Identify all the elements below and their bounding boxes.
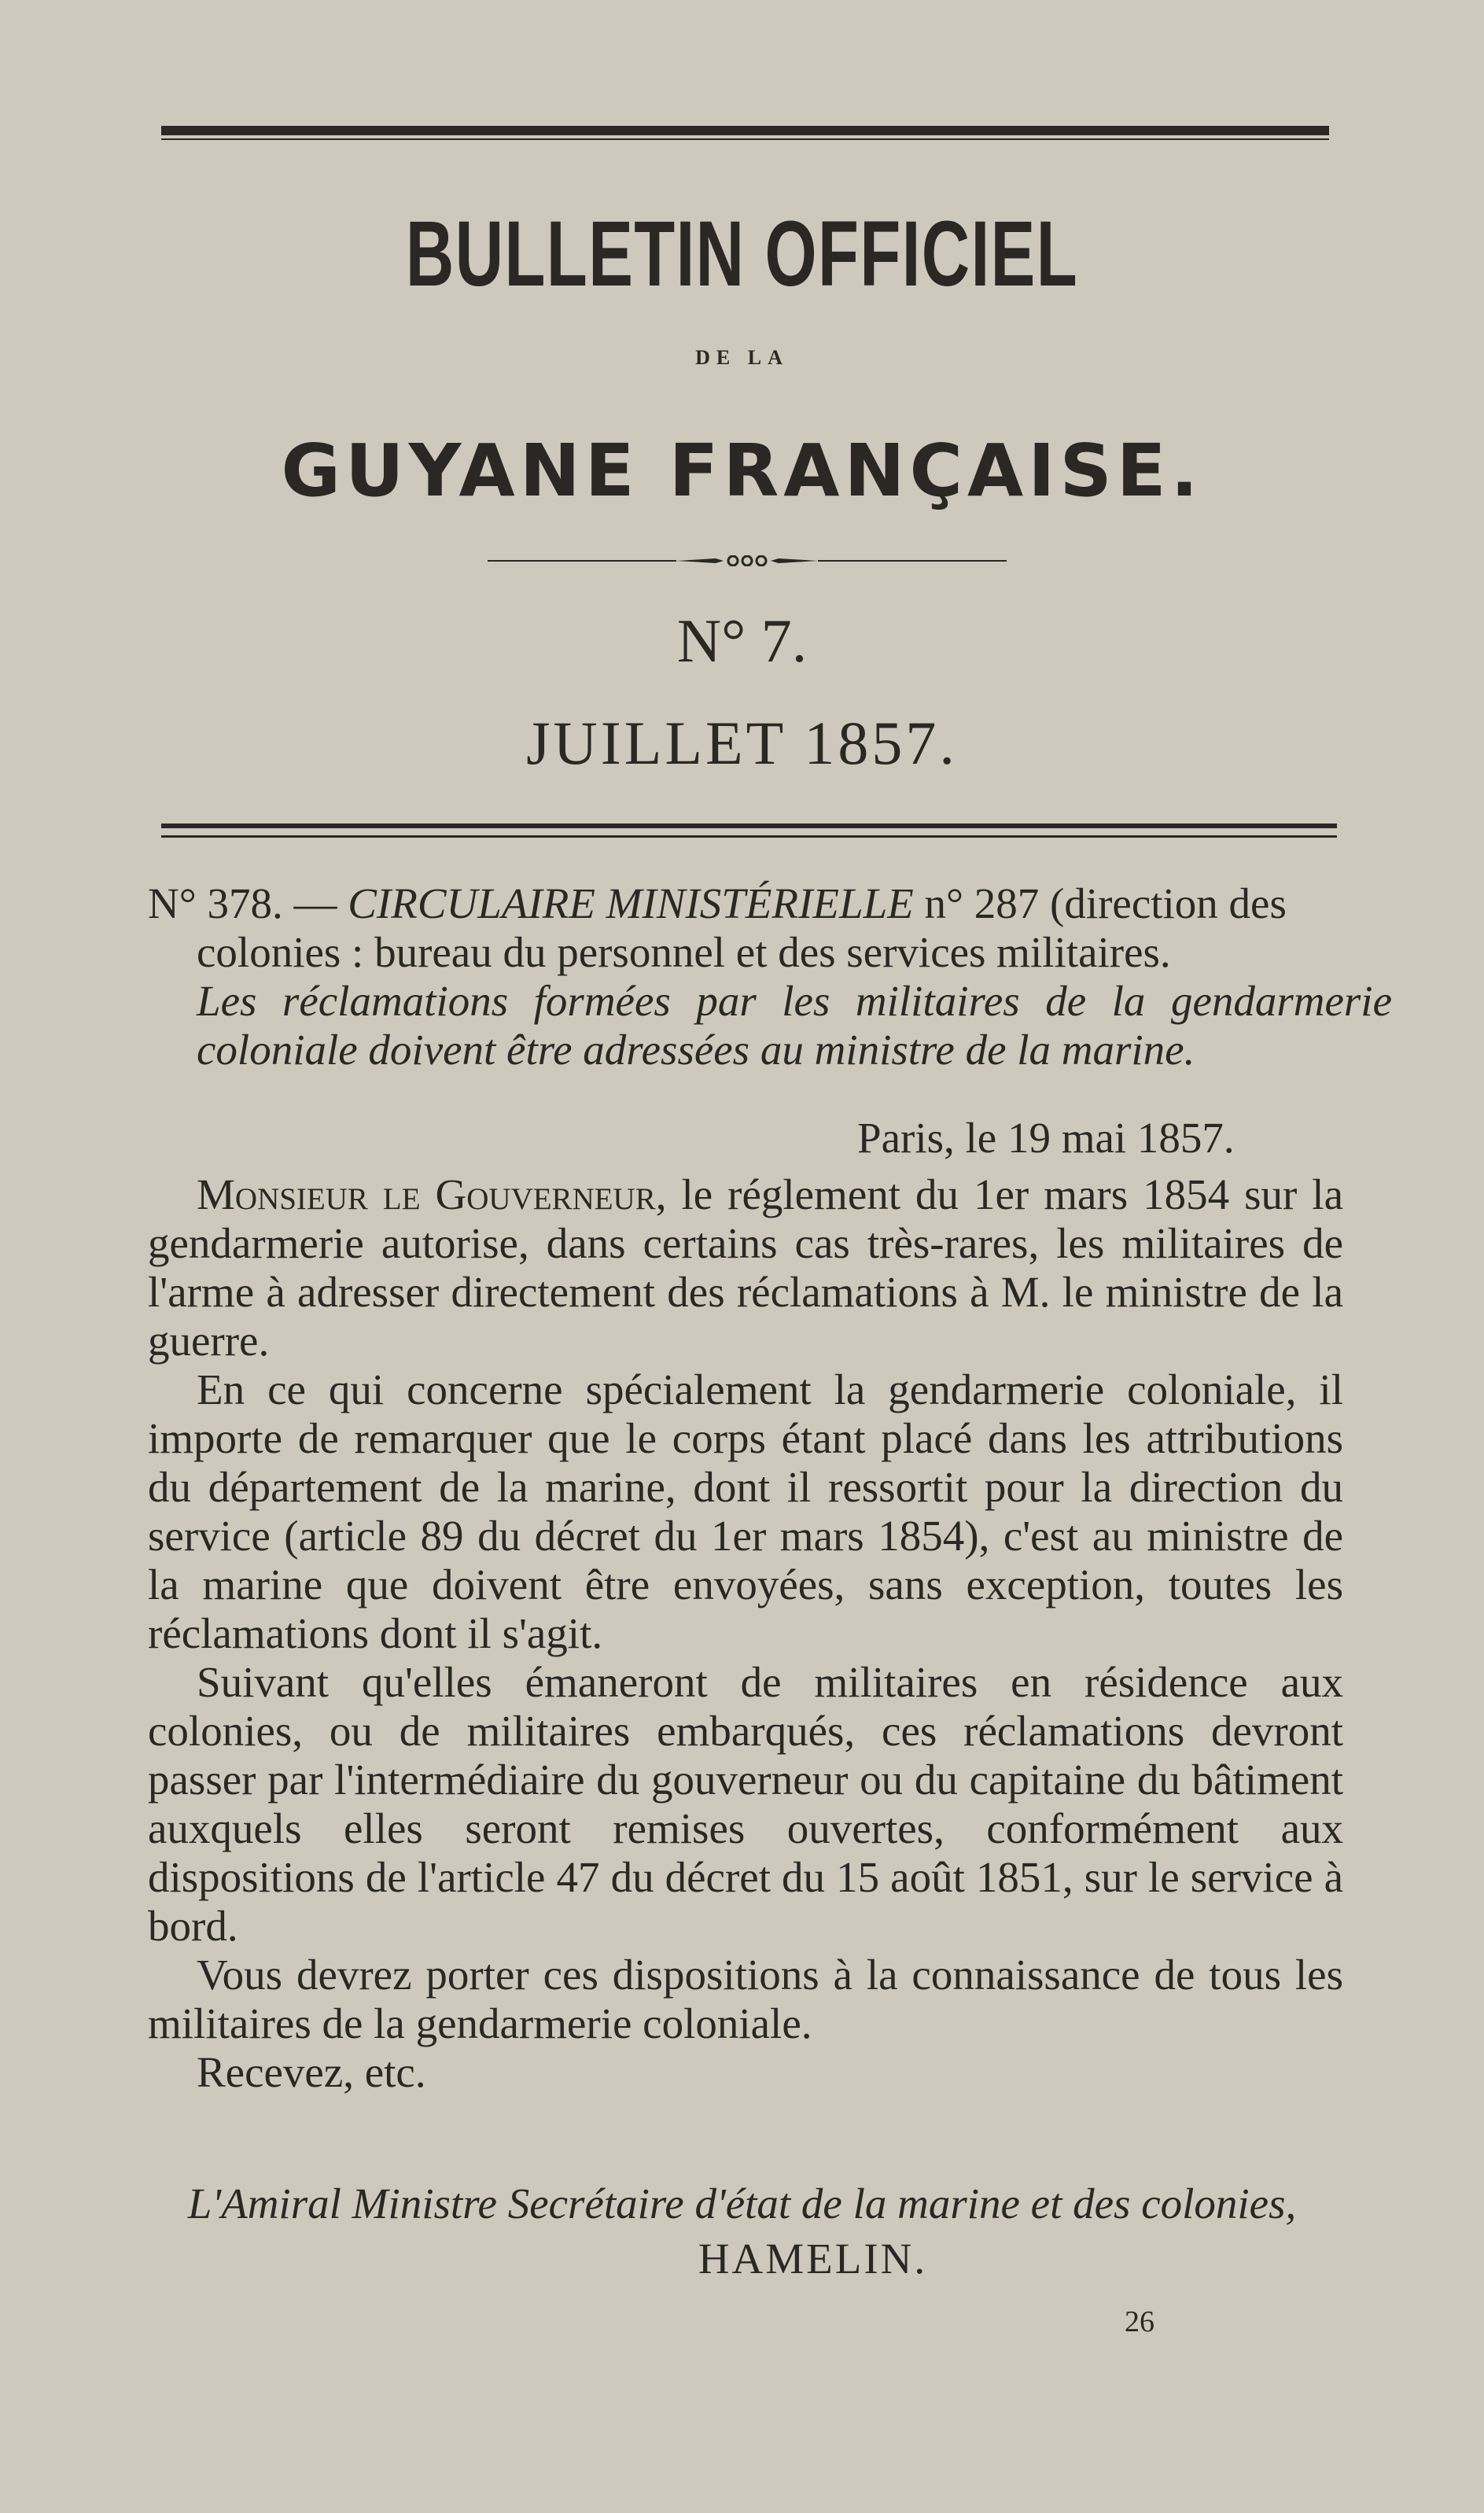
section-rule-thick [161, 824, 1337, 828]
signatory-name: HAMELIN. [698, 2235, 928, 2283]
title-connector: DE LA [695, 346, 789, 369]
circular-type: CIRCULAIRE MINISTÉRIELLE [348, 879, 914, 927]
section-rule-thin [161, 835, 1337, 838]
paragraph-1-text: le réglement du 1er mars 1854 sur la gendarmerie autorise, dans certains cas très-rares, les militaires de l'arme à adresser directement des réclamations à M. le ministre de la guerre. [148, 1170, 1343, 1365]
circular-direction: n° 287 (direction des colonies : bureau du personnel et des services militaires. [197, 879, 1287, 976]
dateline: Paris, le 19 mai 1857. [857, 1114, 1235, 1162]
paragraph-4: Vous devrez porter ces dispositions à la connaissance de tous les militaires de la gendarmerie coloniale. [148, 1951, 1343, 2047]
circular-summary: Les réclamations formées par les militaires de la gendarmerie coloniale doivent être adressées au ministre de la marine. [197, 977, 1392, 1074]
circular-heading [148, 879, 1392, 1074]
issue-date: JUILLET 1857. [526, 709, 958, 777]
top-rule-thin [161, 138, 1329, 140]
closing: Recevez, etc. [197, 2048, 426, 2096]
colony-title: GUYANE FRANÇAISE. [281, 429, 1203, 513]
salutation: Monsieur le Gouverneur, [197, 1170, 667, 1218]
signatory-title: L'Amiral Ministre Secrétaire d'état de la marine et des colonies, [187, 2180, 1297, 2227]
page-number: 26 [1125, 2305, 1154, 2338]
paragraph-2: En ce qui concerne spécialement la gendarmerie coloniale, il importe de remarquer que le corps étant placé dans les attributions du département de la marine, dont il ressortit pour la direction du service (article 89 du décret du 1er mars 1854), c'est au ministre de la marine que doivent être envoyées, sans exception, toutes les réclamations dont il s'agit. [148, 1365, 1343, 1657]
bulletin-title: BULLETIN OFFICIEL [405, 202, 1079, 306]
circular-number: N° 378. — [148, 879, 348, 927]
ornament-divider-icon [488, 555, 1007, 566]
circular-body [148, 1170, 1343, 2097]
issue-number: N° 7. [676, 606, 808, 675]
paragraph-1 [148, 1170, 1343, 1365]
top-rule-thick [161, 126, 1329, 135]
paragraph-3: Suivant qu'elles émaneront de militaires en résidence aux colonies, ou de militaires embarqués, ces réclamations devront passer par l'intermédiaire du gouverneur ou du capitaine du bâtiment auxquels elles seront remises ouvertes, conformément aux dispositions de l'article 47 du décret du 15 août 1851, sur le service à bord. [148, 1658, 1343, 1950]
